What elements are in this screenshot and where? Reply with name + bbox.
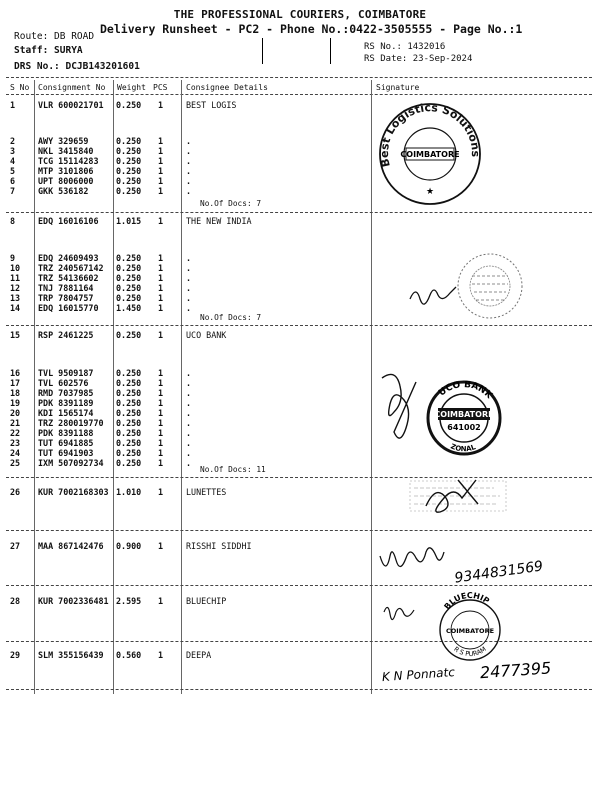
row-consignee: . (186, 283, 192, 293)
row-weight: 0.250 (116, 273, 142, 283)
row-sno: 12 (10, 283, 21, 293)
row-pcs: 1 (158, 541, 164, 551)
row-weight: 2.595 (116, 596, 142, 606)
row-consignment-no: TRZ 54136602 (38, 273, 99, 283)
uco-bank-stamp-pin: 641002 (447, 423, 481, 432)
uco-bank-stamp-text: UCO BANK (437, 379, 494, 401)
row-pcs: 1 (158, 146, 164, 156)
row-weight: 0.250 (116, 293, 142, 303)
bluechip-signature (384, 607, 414, 619)
new-india-signature (410, 287, 456, 304)
row-consignee: . (186, 448, 192, 458)
row-sno: 24 (10, 448, 21, 458)
row-weight: 0.250 (116, 263, 142, 273)
bluechip-stamp-area: R S PURAM (452, 645, 488, 659)
row-consignment-no: GKK 536182 (38, 186, 89, 196)
row-consignment-no: EDQ 16015770 (38, 303, 99, 313)
staff-label: Staff: SURYA (14, 45, 83, 56)
row-consignment-no: KUR 7002168303 (38, 487, 109, 497)
uco-bank-stamp-zone: ZONAL (449, 442, 477, 454)
row-pcs: 1 (158, 176, 164, 186)
row-sno: 8 (10, 216, 16, 226)
row-consignee: . (186, 253, 192, 263)
row-consignee: BEST LOGIS (186, 100, 237, 110)
svg-text:★: ★ (425, 187, 435, 197)
row-sno: 28 (10, 596, 21, 606)
row-sno: 2 (10, 136, 16, 146)
deepa-handwritten-number: 2477395 (479, 658, 552, 683)
barcode (232, 38, 357, 64)
row-consignment-no: EDQ 24609493 (38, 253, 99, 263)
row-sno: 9 (10, 253, 16, 263)
row-sno: 7 (10, 186, 16, 196)
rs-number: RS No.: 1432016 (364, 42, 446, 52)
row-sno: 1 (10, 100, 16, 110)
row-consignment-no: TRP 7804757 (38, 293, 94, 303)
col-sep-2 (113, 80, 114, 694)
row-consignment-no: SLM 355156439 (38, 650, 104, 660)
route-label: Route: DB ROAD (14, 31, 95, 42)
row-sno: 14 (10, 303, 21, 313)
doc-count: No.Of Docs: 7 (200, 313, 262, 322)
row-weight: 0.250 (116, 368, 142, 378)
uco-bank-signature (382, 374, 416, 438)
row-consignment-no: AWY 329659 (38, 136, 89, 146)
best-logistics-stamp (378, 101, 482, 204)
row-pcs: 1 (158, 418, 164, 428)
row-weight: 0.250 (116, 176, 142, 186)
row-weight: 0.250 (116, 388, 142, 398)
row-weight: 0.250 (116, 186, 142, 196)
row-sno: 27 (10, 541, 21, 551)
deepa-handwritten-name: K N Ponnatc (381, 665, 456, 685)
row-consignment-no: IXM 507092734 (38, 458, 104, 468)
signature-area (372, 96, 594, 688)
header-bottom-rule (6, 94, 592, 95)
row-sno: 15 (10, 330, 21, 340)
row-consignee: . (186, 273, 192, 283)
row-pcs: 1 (158, 408, 164, 418)
row-weight: 0.250 (116, 378, 142, 388)
svg-text:R S PURAM (452, 645, 487, 658)
row-weight: 0.250 (116, 330, 142, 340)
row-consignment-no: TNJ 7881164 (38, 283, 94, 293)
row-consignee: . (186, 408, 192, 418)
bluechip-stamp-text: BLUECHIP (442, 590, 491, 612)
row-consignee: LUNETTES (186, 487, 227, 497)
row-weight: 0.250 (116, 408, 142, 418)
row-sno: 13 (10, 293, 21, 303)
header-top-rule (6, 77, 592, 78)
new-india-stamp (458, 254, 522, 318)
row-consignment-no: RMD 7037985 (38, 388, 94, 398)
group-separator (6, 689, 592, 690)
row-consignment-no: PDK 8391188 (38, 428, 94, 438)
row-consignment-no: TRZ 240567142 (38, 263, 104, 273)
row-sno: 10 (10, 263, 21, 273)
row-consignee: . (186, 156, 192, 166)
bluechip-stamp-city: COIMBATORE (445, 627, 495, 635)
row-pcs: 1 (158, 263, 164, 273)
row-pcs: 1 (158, 448, 164, 458)
row-consignment-no: TVL 602576 (38, 378, 89, 388)
col-header-consignment: Consignment No (38, 83, 106, 92)
row-consignee: . (186, 418, 192, 428)
bluechip-stamp (440, 591, 500, 660)
row-pcs: 1 (158, 293, 164, 303)
row-pcs: 1 (158, 216, 164, 226)
row-sno: 19 (10, 398, 21, 408)
row-consignee: . (186, 378, 192, 388)
row-weight: 0.250 (116, 100, 142, 110)
row-sno: 17 (10, 378, 21, 388)
runsheet-title: Delivery Runsheet - PC2 - Phone No.:0422-3505555 - Page No.:1 (100, 22, 523, 36)
row-pcs: 1 (158, 253, 164, 263)
row-consignee: . (186, 398, 192, 408)
row-weight: 0.250 (116, 428, 142, 438)
row-weight: 0.250 (116, 458, 142, 468)
row-consignee: . (186, 303, 192, 313)
row-consignee: . (186, 368, 192, 378)
row-weight: 1.010 (116, 487, 142, 497)
row-consignee: DEEPA (186, 650, 212, 660)
row-sno: 21 (10, 418, 21, 428)
row-consignee: . (186, 186, 192, 196)
row-consignee: RISSHI SIDDHI (186, 541, 252, 551)
col-header-sno: S No (10, 83, 30, 92)
row-consignee: UCO BANK (186, 330, 227, 340)
row-consignee: BLUECHIP (186, 596, 227, 606)
svg-text:BLUECHIP (442, 591, 491, 611)
row-sno: 20 (10, 408, 21, 418)
row-pcs: 1 (158, 378, 164, 388)
row-pcs: 1 (158, 156, 164, 166)
row-weight: 0.900 (116, 541, 142, 551)
uco-bank-stamp-city: COIMBATORE (434, 410, 494, 419)
row-consignee: . (186, 388, 192, 398)
row-consignee: . (186, 458, 192, 468)
risshi-signature (380, 548, 444, 567)
row-sno: 5 (10, 166, 16, 176)
row-sno: 26 (10, 487, 21, 497)
drs-number: DRS No.: DCJB143201601 (14, 61, 140, 72)
row-pcs: 1 (158, 303, 164, 313)
row-pcs: 1 (158, 283, 164, 293)
col-header-pcs: PCS (153, 83, 168, 92)
row-consignment-no: TUT 6941885 (38, 438, 94, 448)
row-weight: 0.560 (116, 650, 142, 660)
row-consignee: . (186, 438, 192, 448)
row-weight: 0.250 (116, 253, 142, 263)
row-consignee: . (186, 136, 192, 146)
row-consignment-no: TRZ 280019770 (38, 418, 104, 428)
row-consignment-no: UPT 8006000 (38, 176, 94, 186)
row-weight: 1.450 (116, 303, 142, 313)
row-pcs: 1 (158, 388, 164, 398)
row-consignment-no: TVL 9509187 (38, 368, 94, 378)
row-sno: 11 (10, 273, 21, 283)
row-consignee: . (186, 166, 192, 176)
row-weight: 0.250 (116, 146, 142, 156)
row-pcs: 1 (158, 487, 164, 497)
lunettes-stamp (410, 481, 506, 511)
row-pcs: 1 (158, 650, 164, 660)
row-pcs: 1 (158, 368, 164, 378)
row-pcs: 1 (158, 438, 164, 448)
row-weight: 0.250 (116, 283, 142, 293)
row-weight: 0.250 (116, 398, 142, 408)
risshi-phone: 9344831569 (453, 558, 545, 587)
row-pcs: 1 (158, 100, 164, 110)
col-sep-3 (181, 80, 182, 694)
row-pcs: 1 (158, 330, 164, 340)
best-logistics-stamp-city: COIMBATORE (400, 150, 460, 159)
row-weight: 0.250 (116, 438, 142, 448)
row-consignment-no: KUR 7002336481 (38, 596, 109, 606)
row-pcs: 1 (158, 186, 164, 196)
col-header-weight: Weight (117, 83, 146, 92)
row-consignment-no: MTP 3101806 (38, 166, 94, 176)
row-sno: 22 (10, 428, 21, 438)
row-consignment-no: TCG 15114283 (38, 156, 99, 166)
row-sno: 16 (10, 368, 21, 378)
best-logistics-stamp-text: Best Logistics Solutions (377, 101, 483, 169)
row-consignee: . (186, 146, 192, 156)
row-consignment-no: RSP 2461225 (38, 330, 94, 340)
row-consignee: . (186, 263, 192, 273)
row-weight: 0.250 (116, 418, 142, 428)
row-sno: 6 (10, 176, 16, 186)
row-pcs: 1 (158, 398, 164, 408)
row-sno: 23 (10, 438, 21, 448)
uco-bank-stamp (428, 380, 500, 454)
row-sno: 18 (10, 388, 21, 398)
row-pcs: 1 (158, 166, 164, 176)
row-pcs: 1 (158, 136, 164, 146)
row-consignment-no: NKL 3415840 (38, 146, 94, 156)
row-sno: 3 (10, 146, 16, 156)
row-consignment-no: MAA 867142476 (38, 541, 104, 551)
col-header-signature: Signature (376, 83, 420, 92)
row-weight: 0.250 (116, 136, 142, 146)
doc-count: No.Of Docs: 11 (200, 465, 266, 474)
col-header-consignee: Consignee Details (186, 83, 268, 92)
row-consignment-no: VLR 600021701 (38, 100, 104, 110)
row-weight: 0.250 (116, 166, 142, 176)
row-consignee: . (186, 293, 192, 303)
row-consignment-no: KDI 1565174 (38, 408, 94, 418)
row-weight: 0.250 (116, 156, 142, 166)
row-sno: 29 (10, 650, 21, 660)
row-consignment-no: PDK 8391189 (38, 398, 94, 408)
doc-count: No.Of Docs: 7 (200, 199, 262, 208)
row-pcs: 1 (158, 458, 164, 468)
row-consignee: . (186, 176, 192, 186)
row-pcs: 1 (158, 596, 164, 606)
row-sno: 4 (10, 156, 16, 166)
row-weight: 0.250 (116, 448, 142, 458)
row-consignment-no: TUT 6941903 (38, 448, 94, 458)
col-sep-1 (34, 80, 35, 694)
row-consignee: . (186, 428, 192, 438)
row-pcs: 1 (158, 273, 164, 283)
company-title: THE PROFESSIONAL COURIERS, COIMBATORE (173, 8, 427, 21)
row-pcs: 1 (158, 428, 164, 438)
rs-date: RS Date: 23-Sep-2024 (364, 54, 473, 64)
row-consignment-no: EDQ 16016106 (38, 216, 99, 226)
row-sno: 25 (10, 458, 21, 468)
row-consignee: THE NEW INDIA (186, 216, 252, 226)
row-weight: 1.015 (116, 216, 142, 226)
